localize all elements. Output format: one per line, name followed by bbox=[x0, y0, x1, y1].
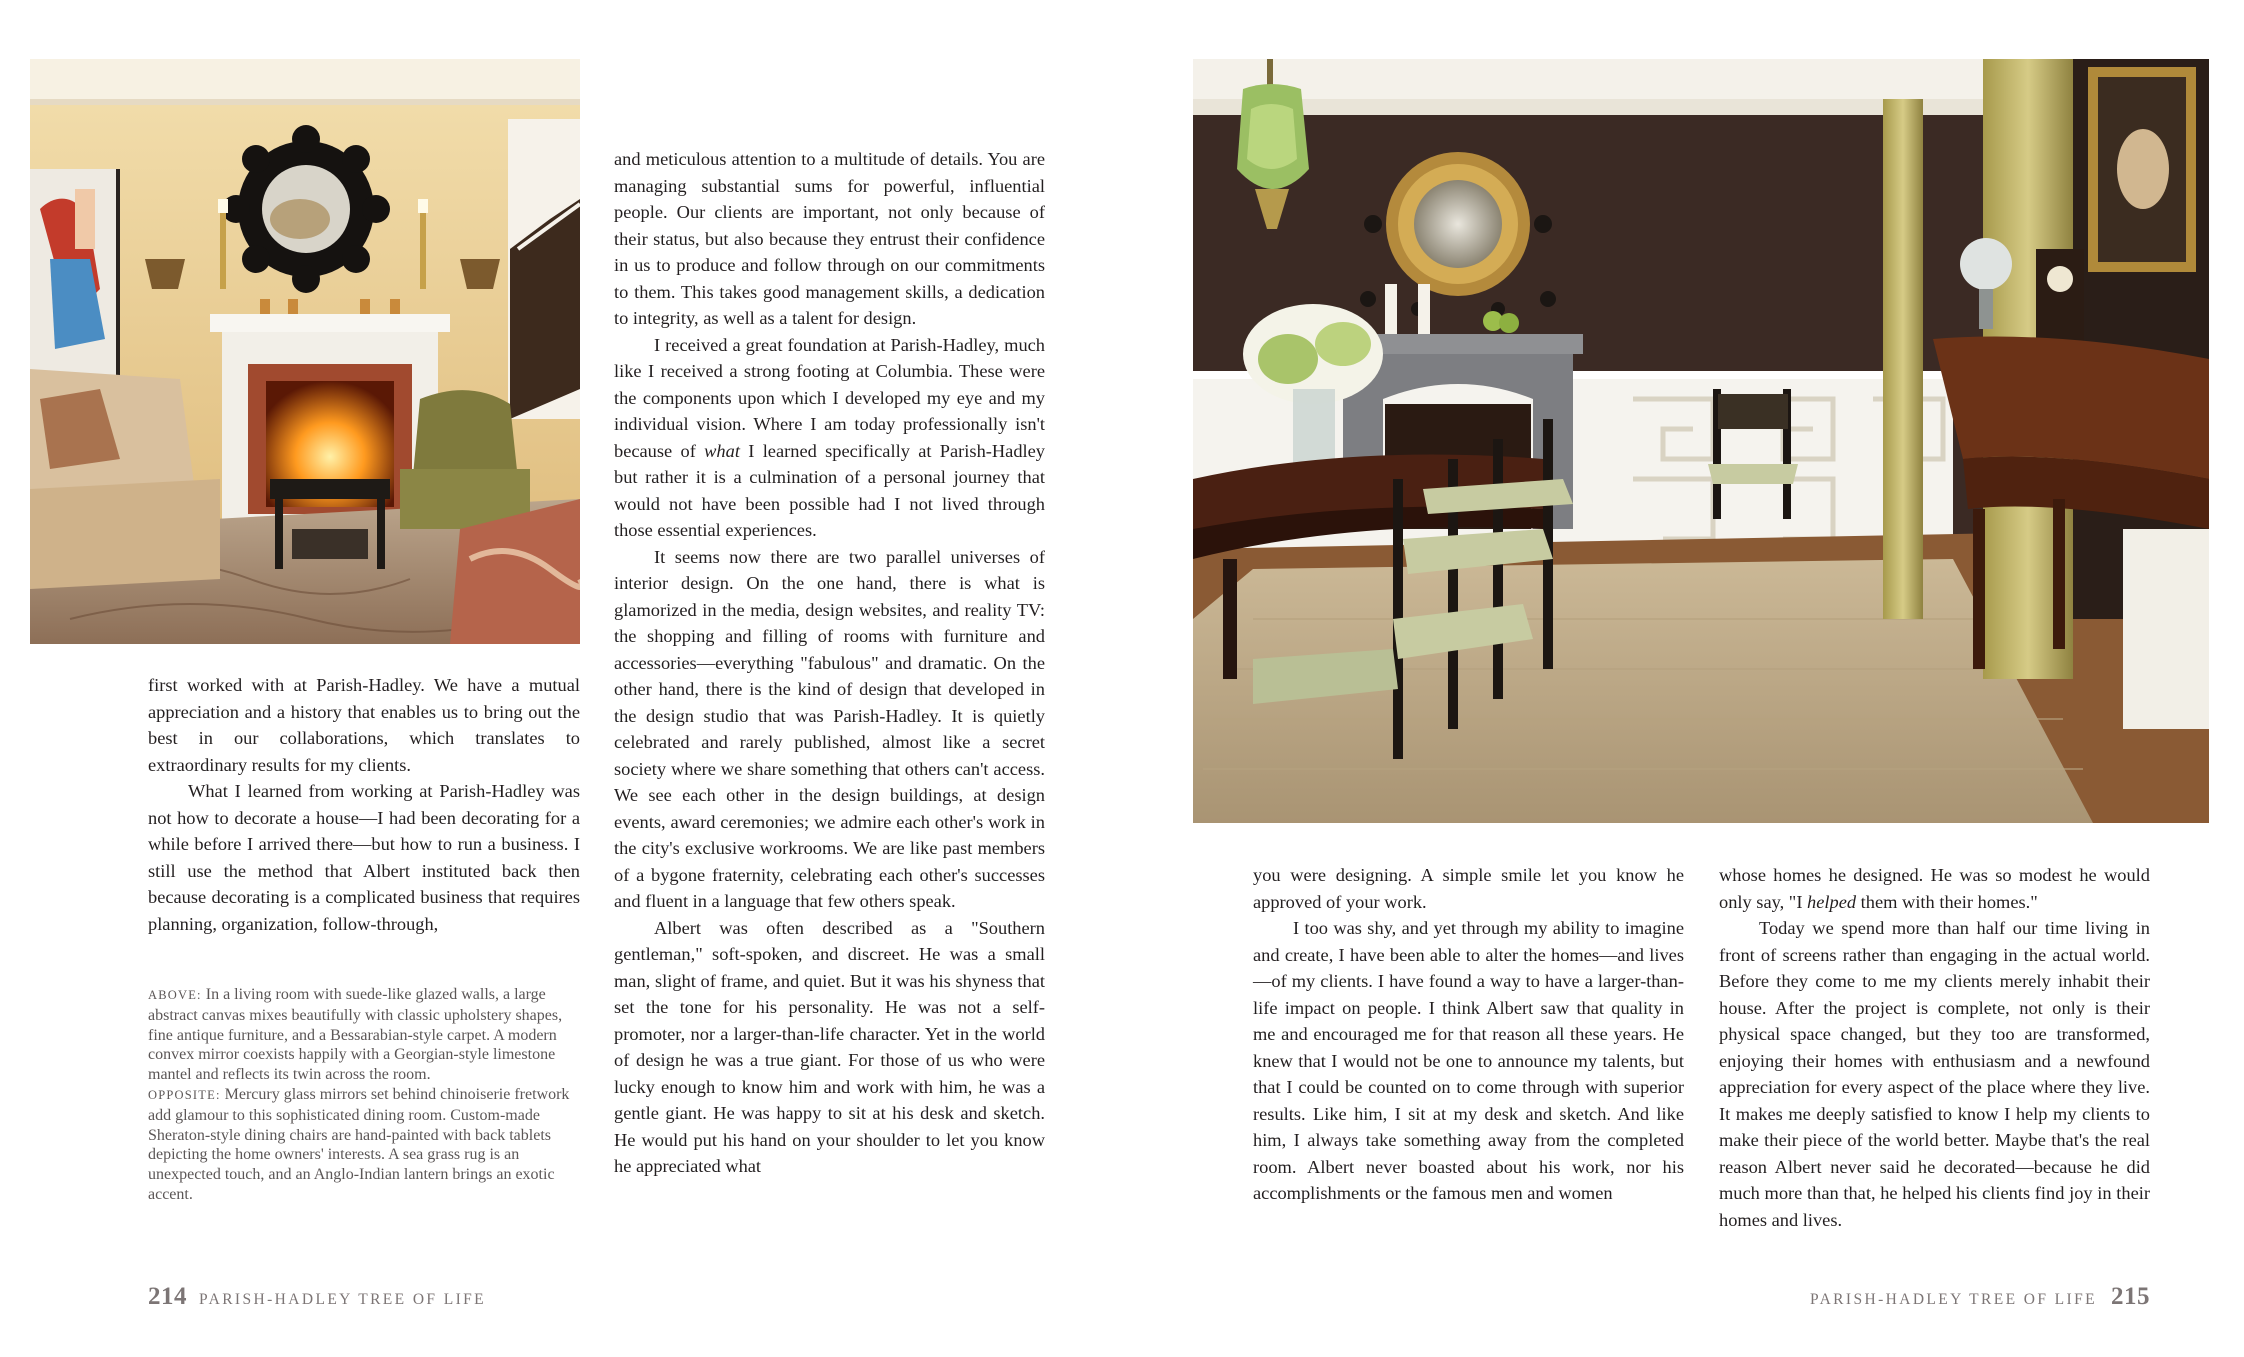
emphasis: helped bbox=[1807, 891, 1857, 912]
folio-left bbox=[148, 1283, 486, 1311]
dining-room-illustration bbox=[1193, 59, 2209, 823]
paragraph: first worked with at Parish-Hadley. We have a mutual appreciation and a history that enables us to bring out the best in our collaborations, which translates to extraordinary results for my clients. bbox=[148, 675, 580, 775]
text-run: I learned specifically at Parish-Hadley but rather it is a culmination of a personal journey that would not have been possible had I not lived through those essential experiences. bbox=[614, 440, 1045, 540]
living-room-illustration bbox=[30, 59, 580, 644]
paragraph: What I learned from working at Parish-Hadley was not how to decorate a house—I had been decorating for a while before I arrived there—but how to run a business. I still use the method that Albert instituted back then because decorating is a complicated business that requires planning, organization, follow-through, bbox=[148, 781, 580, 934]
page-number: 215 bbox=[2111, 1283, 2150, 1310]
paragraph: It seems now there are two parallel universes of interior design. On the one hand, there is what is glamorized in the media, design websites, and reality TV: the shopping and filling of rooms with furniture and accessories—everything "fabulous" and dramatic. On the other hand, there is the kind of design that developed in the design studio that was Parish-Hadley. It is quietly celebrated and rarely published, almost like a secret society where we share something that others can't access. We see each other in the design buildings, at design events, award ceremonies; we admire each other's work in the city's exclusive workrooms. We are like past members of a bygone fraternity, celebrating each other's successes and fluent in a language that few others speak. bbox=[614, 546, 1045, 911]
paragraph: and meticulous attention to a multitude of details. You are managing substantial sums for powerful, influential people. Our clients are important, not only because of their status, but also because they entrust their confidence in us to produce and follow through on our commitments to them. This takes good management skills, a dedication to integrity, as well as a talent for design. bbox=[614, 149, 1045, 328]
caption-text: In a living room with suede-like glazed walls, a large abstract canvas mixes beautifully with classic upholstery shapes, fine antique furniture, and a Bessarabian-style carpet. A modern convex mirror coexists happily with a Georgian-style limestone mantel and reflects its twin across the room. bbox=[148, 986, 563, 1084]
text-column-1 bbox=[148, 672, 580, 937]
page-number: 214 bbox=[148, 1283, 187, 1310]
caption-label: ABOVE: bbox=[148, 988, 202, 1002]
text-column-4 bbox=[1719, 862, 2150, 1233]
text-run: them with their homes." bbox=[1856, 891, 2038, 912]
text-run: whose homes he designed. He was so modest he would only say, "I bbox=[1719, 865, 2150, 912]
text-column-3 bbox=[1253, 862, 1684, 1207]
folio-right bbox=[1810, 1283, 2150, 1311]
paragraph: I too was shy, and yet through my ability to imagine and create, I have been able to alter the homes—and lives—of my clients. I have found a way to have a larger-than-life impact on people. I think Albert saw that quality in me and encouraged me for that reason all these years. He knew that I would not be one to announce my talents, but that I could be counted on to come through with superior results. Like him, I sit at my desk and sketch. And like him, I always take something away from the completed room. Albert never boasted about his work, nor his accomplishments or the famous men and women bbox=[1253, 918, 1684, 1203]
caption-above bbox=[148, 985, 572, 1085]
emphasis: what bbox=[704, 440, 740, 461]
dining-room-photo bbox=[1193, 59, 2209, 823]
caption-opposite bbox=[148, 1085, 572, 1205]
caption-label: OPPOSITE: bbox=[148, 1087, 221, 1102]
photo-caption bbox=[148, 985, 572, 1205]
paragraph bbox=[1719, 862, 2150, 915]
paragraph: Albert was often described as a "Southern gentleman," soft-spoken, and discreet. He was a small man, slight of frame, and quiet. But it was his shyness that set the tone for his personality. He was not a self-promoter, nor a larger-than-life character. Yet in the world of design he was a true giant. For those of us who were lucky enough to know him and work with him, he was a gentle giant. He was happy to sit at his desk and sketch. He would put his hand on your shoulder to let you know he appreciated what bbox=[614, 917, 1045, 1176]
paragraph: you were designing. A simple smile let you know he approved of your work. bbox=[1253, 865, 1684, 912]
text-column-2 bbox=[614, 146, 1045, 1180]
paragraph: Today we spend more than half our time living in front of screens rather than engaging in the actual world. Before they come to me my clients merely inhabit their house. After the project is complete, not only is their physical space changed, but they too are transformed, enjoying their homes with enthusiasm and a newfound appreciation for every aspect of the place where they live. It makes me deeply satisfied to know I help my clients to make their piece of the world better. Maybe that's the real reason Albert never said he decorated—because he did much more than that, he helped his clients find joy in their homes and lives. bbox=[1719, 918, 2150, 1230]
running-head: PARISH-HADLEY TREE OF LIFE bbox=[1809, 1291, 2097, 1308]
paragraph bbox=[614, 332, 1045, 544]
text-run: I received a great foundation at Parish-Hadley, much like I received a strong footing at Columbia. These were the components upon which I developed my eye and my individual vision. Where I am today professionally isn't because of bbox=[614, 334, 1045, 461]
running-head: PARISH-HADLEY TREE OF LIFE bbox=[199, 1291, 487, 1308]
caption-text: Mercury glass mirrors set behind chinoiserie fretwork add glamour to this sophisticated dining room. Custom-made Sheraton-style dining chairs are hand-painted with back tablets depicting the home owners' interests. A sea grass rug is an unexpected touch, and an Anglo-Indian lantern brings an exotic accent. bbox=[148, 1085, 570, 1203]
living-room-photo bbox=[30, 59, 580, 644]
